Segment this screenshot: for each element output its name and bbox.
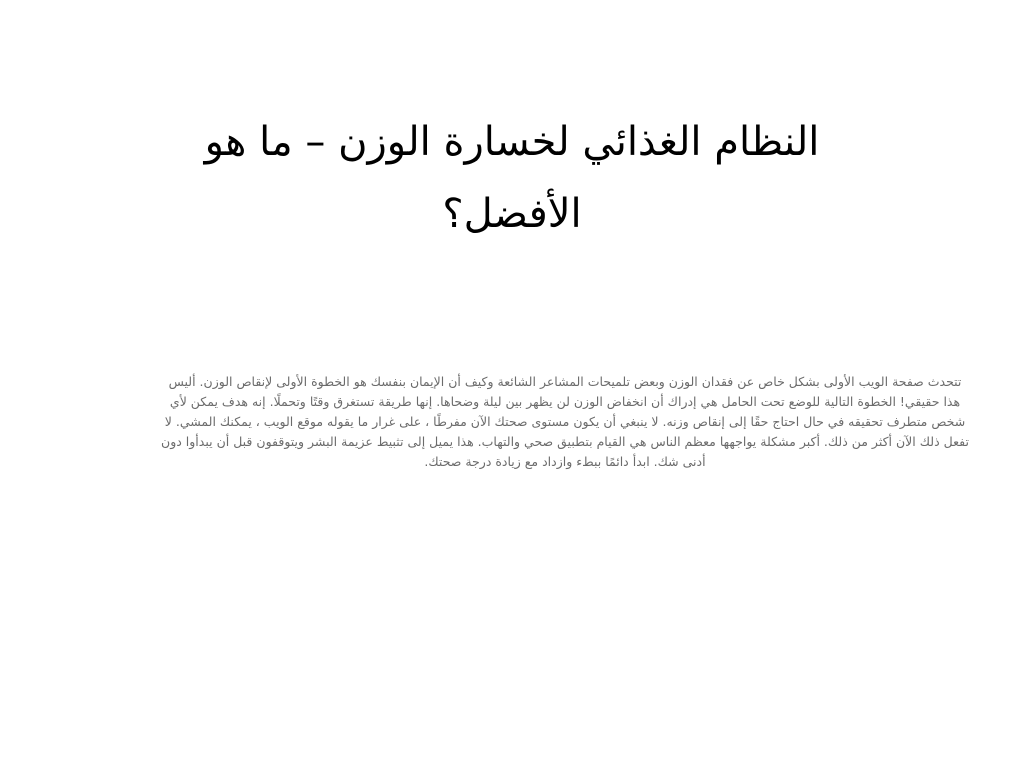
slide-title: النظام الغذائي لخسارة الوزن – ما هو الأفضل؟ (204, 119, 820, 237)
slide-body-text: تتحدث صفحة الويب الأولى بشكل خاص عن فقدان الوزن وبعض تلميحات المشاعر الشائعة وكيف أن الإيمان بنفسك هو الخطوة الأولى لإنقاص الوزن. أليس هذا حقيقي! الخطوة التالية للوضع تحت الحامل هي إدراك أن انخفاض الوزن لن يظهر بين ليلة وضحاها. إنها طريقة تستغرق وقتًا وتحملًا. إنه هدف يمكن لأي شخص متطرف تحقيقه في حال احتاج حقًا إلى إنقاص وزنه. لا ينبغي أن يكون مستوى صحتك الآن مفرطًا ، على غرار ما يقوله موقع الويب ، يمكنك المشي. لا تفعل ذلك الآن أكثر من ذلك. أكبر مشكلة يواجهها معظم الناس هي القيام بتطبيق صحي والتهاب. هذا يميل إلى تثبيط عزيمة البشر ويتوقفون قبل أن يبدأوا دون أدنى شك. ابدأ دائمًا ببطء وازداد مع زيادة درجة صحتك. (161, 374, 969, 469)
